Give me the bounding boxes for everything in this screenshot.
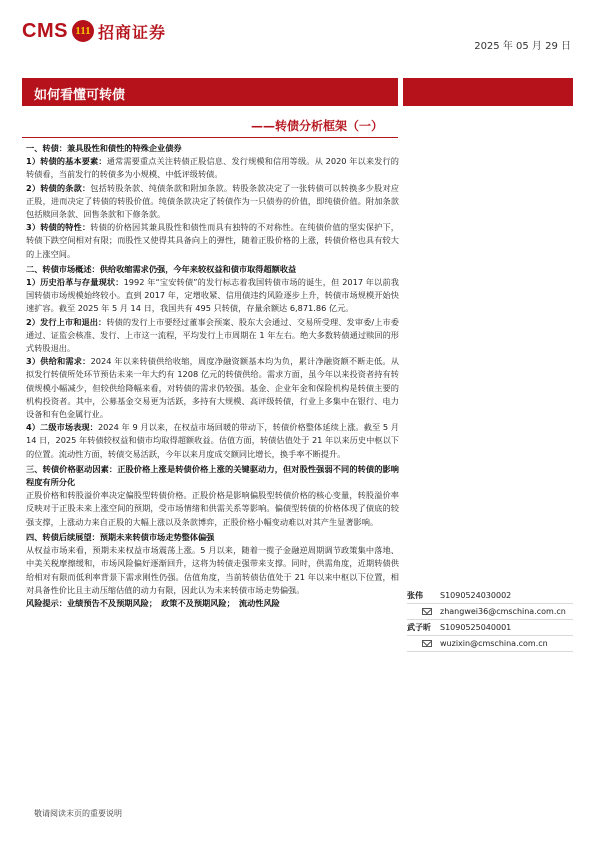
paragraph-text: 1992 年“宝安转债”的发行标志着我国转债市场的诞生，但 2017 年以前我国转债市场规模始终较小。直到 2017 年，定增收紧、信用债违约风险逐步上升，转债市场规模开始快速扩容。截至 2025 年 5 月 14 日，我国共有 495 只转债，存量余额达 6,871.86 亿元。 [26, 277, 399, 314]
paragraph [26, 182, 399, 222]
paragraph [26, 355, 399, 421]
mail-icon [422, 608, 432, 615]
risk-lead: 风险提示： [26, 597, 67, 608]
paragraph-lead: 3）供给和需求： [26, 356, 91, 367]
paragraph [26, 155, 399, 181]
logo-chinese-text: 招商证券 [97, 22, 166, 42]
section-heading: 一、转债：兼具股性和债性的特殊企业债券 [26, 143, 182, 153]
analyst-email-row [407, 604, 573, 620]
paragraph-text: 2024 年 9 月以来，在权益市场回暖的带动下，转债价格整体延续上涨。截至 5 月 14 日，2025 年转债较权益和债市均取得超额收益。估值方面，转债估值处于 21 年以来历史中枢以下的位置。流动性方面，转债交易活跃，今年以来月度成交额同比增长，换手率不断提升。 [26, 422, 399, 459]
paragraph [26, 421, 399, 461]
analyst-id-row [407, 588, 573, 604]
analyst-name: 张伟 [407, 591, 423, 600]
analyst-certificate-id: S1090525040001 [440, 623, 512, 632]
logo-latin-text: CMS [22, 19, 68, 42]
paragraph-text: 包括转股条款、纯债条款和附加条款。转股条款决定了一张转债可以转换多少股对应正股，进而决定了转债的转股价值。纯债条款决定了转债作为一只债券的价值，即纯债价值。附加条款包括赎回条款、回售条款和下修条款。 [26, 182, 399, 220]
risk-text: 业绩预告不及预期风险； 政策不及预期风险； 流动性风险 [66, 597, 280, 608]
paragraph-lead: 1）转债的基本要素： [26, 156, 107, 167]
paragraph-lead: 4）二级市场表现： [26, 422, 98, 433]
analyst-name: 武子昕 [407, 623, 431, 632]
analyst-email[interactable]: wuzixin@cmschina.com.cn [440, 639, 548, 648]
report-subtitle: ——转债分析框架（一） [250, 119, 383, 133]
logo-emblem-icon [72, 20, 94, 42]
report-title: 如何看懂可转债 [34, 88, 126, 103]
paragraph-text: 2024 年以来转债供给收缩，周度净融资额基本均为负，累计净融资额不断走低。从拟发行转债所处环节预估未来一年大约有 1208 亿元的转债供给。需求方面，虽今年以来投资者持有转债规模小幅减少，但较供给降幅来看，对转债的需求仍较强。基金、企业年金和保险机构是转债主要的机构投资者。其中，公募基金交易更为活跃，多持有大规模、高评级转债，行业上多集中在银行、电力设备和有色金属行业。 [26, 356, 399, 420]
analyst-email[interactable]: zhangwei36@cmschina.com.cn [440, 607, 566, 616]
section-heading: 二、转债市场概述：供给收缩需求仍强，今年来较权益和债市取得超额收益 [26, 263, 297, 274]
paragraph [26, 316, 399, 356]
section-heading: 三、转债价格驱动因素：正股价格上涨是转债价格上涨的关键驱动力，但对股性强弱不同的转债的影响程度有所分化 [26, 463, 399, 488]
mail-icon [422, 640, 432, 647]
paragraph: 从权益市场来看，预期未来权益市场震荡上涨。5 月以来，随着一揽子金融逆周期调节政策集中落地、中美关税摩擦缓和，市场风险偏好逐渐回升，这将为转债走强带来支撑。同时，供需角度，近期转债供给相对有限而低利率背景下需求刚性仍强。估值角度，当前转债估值处于 21 年以来中枢以下位置，相对具备性价比且主动压缩估值的动力有限，因此认为未来转债市场走势偏强。 [26, 545, 399, 595]
section-heading: 四、转债后续展望：预期未来转债市场走势整体偏强 [26, 531, 215, 542]
analyst-certificate-id: S1090524030002 [440, 591, 512, 600]
report-date: 2025 年 05 月 29 日 [474, 41, 571, 52]
paragraph-text: 转债的价格因其兼具股性和债性而具有独特的不对称性。在纯债价值的坚实保护下，转债下跌空间相对有限；而股性又使得其具备向上的弹性，随着正股价格的上涨，转债价格也具有较大的上涨空间。 [26, 222, 399, 259]
title-divider [22, 137, 398, 138]
brand-logo [22, 16, 166, 46]
risk-notice [26, 597, 399, 610]
analyst-email-row [407, 636, 573, 652]
title-banner-right [403, 78, 573, 106]
paragraph [26, 221, 399, 261]
paragraph-lead: 3）转债的特性： [26, 222, 91, 233]
logo-emblem-text: 111 [75, 25, 91, 37]
paragraph-lead: 2）发行上市和退出： [26, 316, 107, 327]
paragraph [26, 276, 399, 316]
paragraph-lead: 2）转债的条款： [26, 182, 91, 193]
analyst-id-row [407, 620, 573, 636]
paragraph-lead: 1）历史沿革与存量现状： [26, 277, 124, 288]
report-body [26, 142, 399, 610]
analyst-info [407, 588, 573, 652]
paragraph-text: 通常需要重点关注转债正股信息、发行规模和信用等级。从 2020 年以来发行的转债看，当前发行的转债多为小规模、中低评级转债。 [26, 156, 399, 180]
paragraph-text: 转债的发行上市要经过董事会预案、股东大会通过、交易所受理、发审委/上市委通过、证监会核准、发行、上市这一流程，平均发行上市周期在 1 年左右。绝大多数转债通过赎回的形式转股退出。 [26, 316, 399, 354]
paragraph: 正股价格和转股溢价率决定偏股型转债价格。正股价格是影响偏股型转债价格的核心变量，转股溢价率反映对于正股未来上涨空间的预期，受市场情绪和供需关系等影响。偏债型转债的价格体现了债底的较强支撑，上涨动力来自正股的大幅上涨以及条款博弈，正股价格小幅变动难以对其产生显著影响。 [26, 490, 399, 527]
footer-disclaimer: 敬请阅读末页的重要说明 [34, 809, 122, 818]
